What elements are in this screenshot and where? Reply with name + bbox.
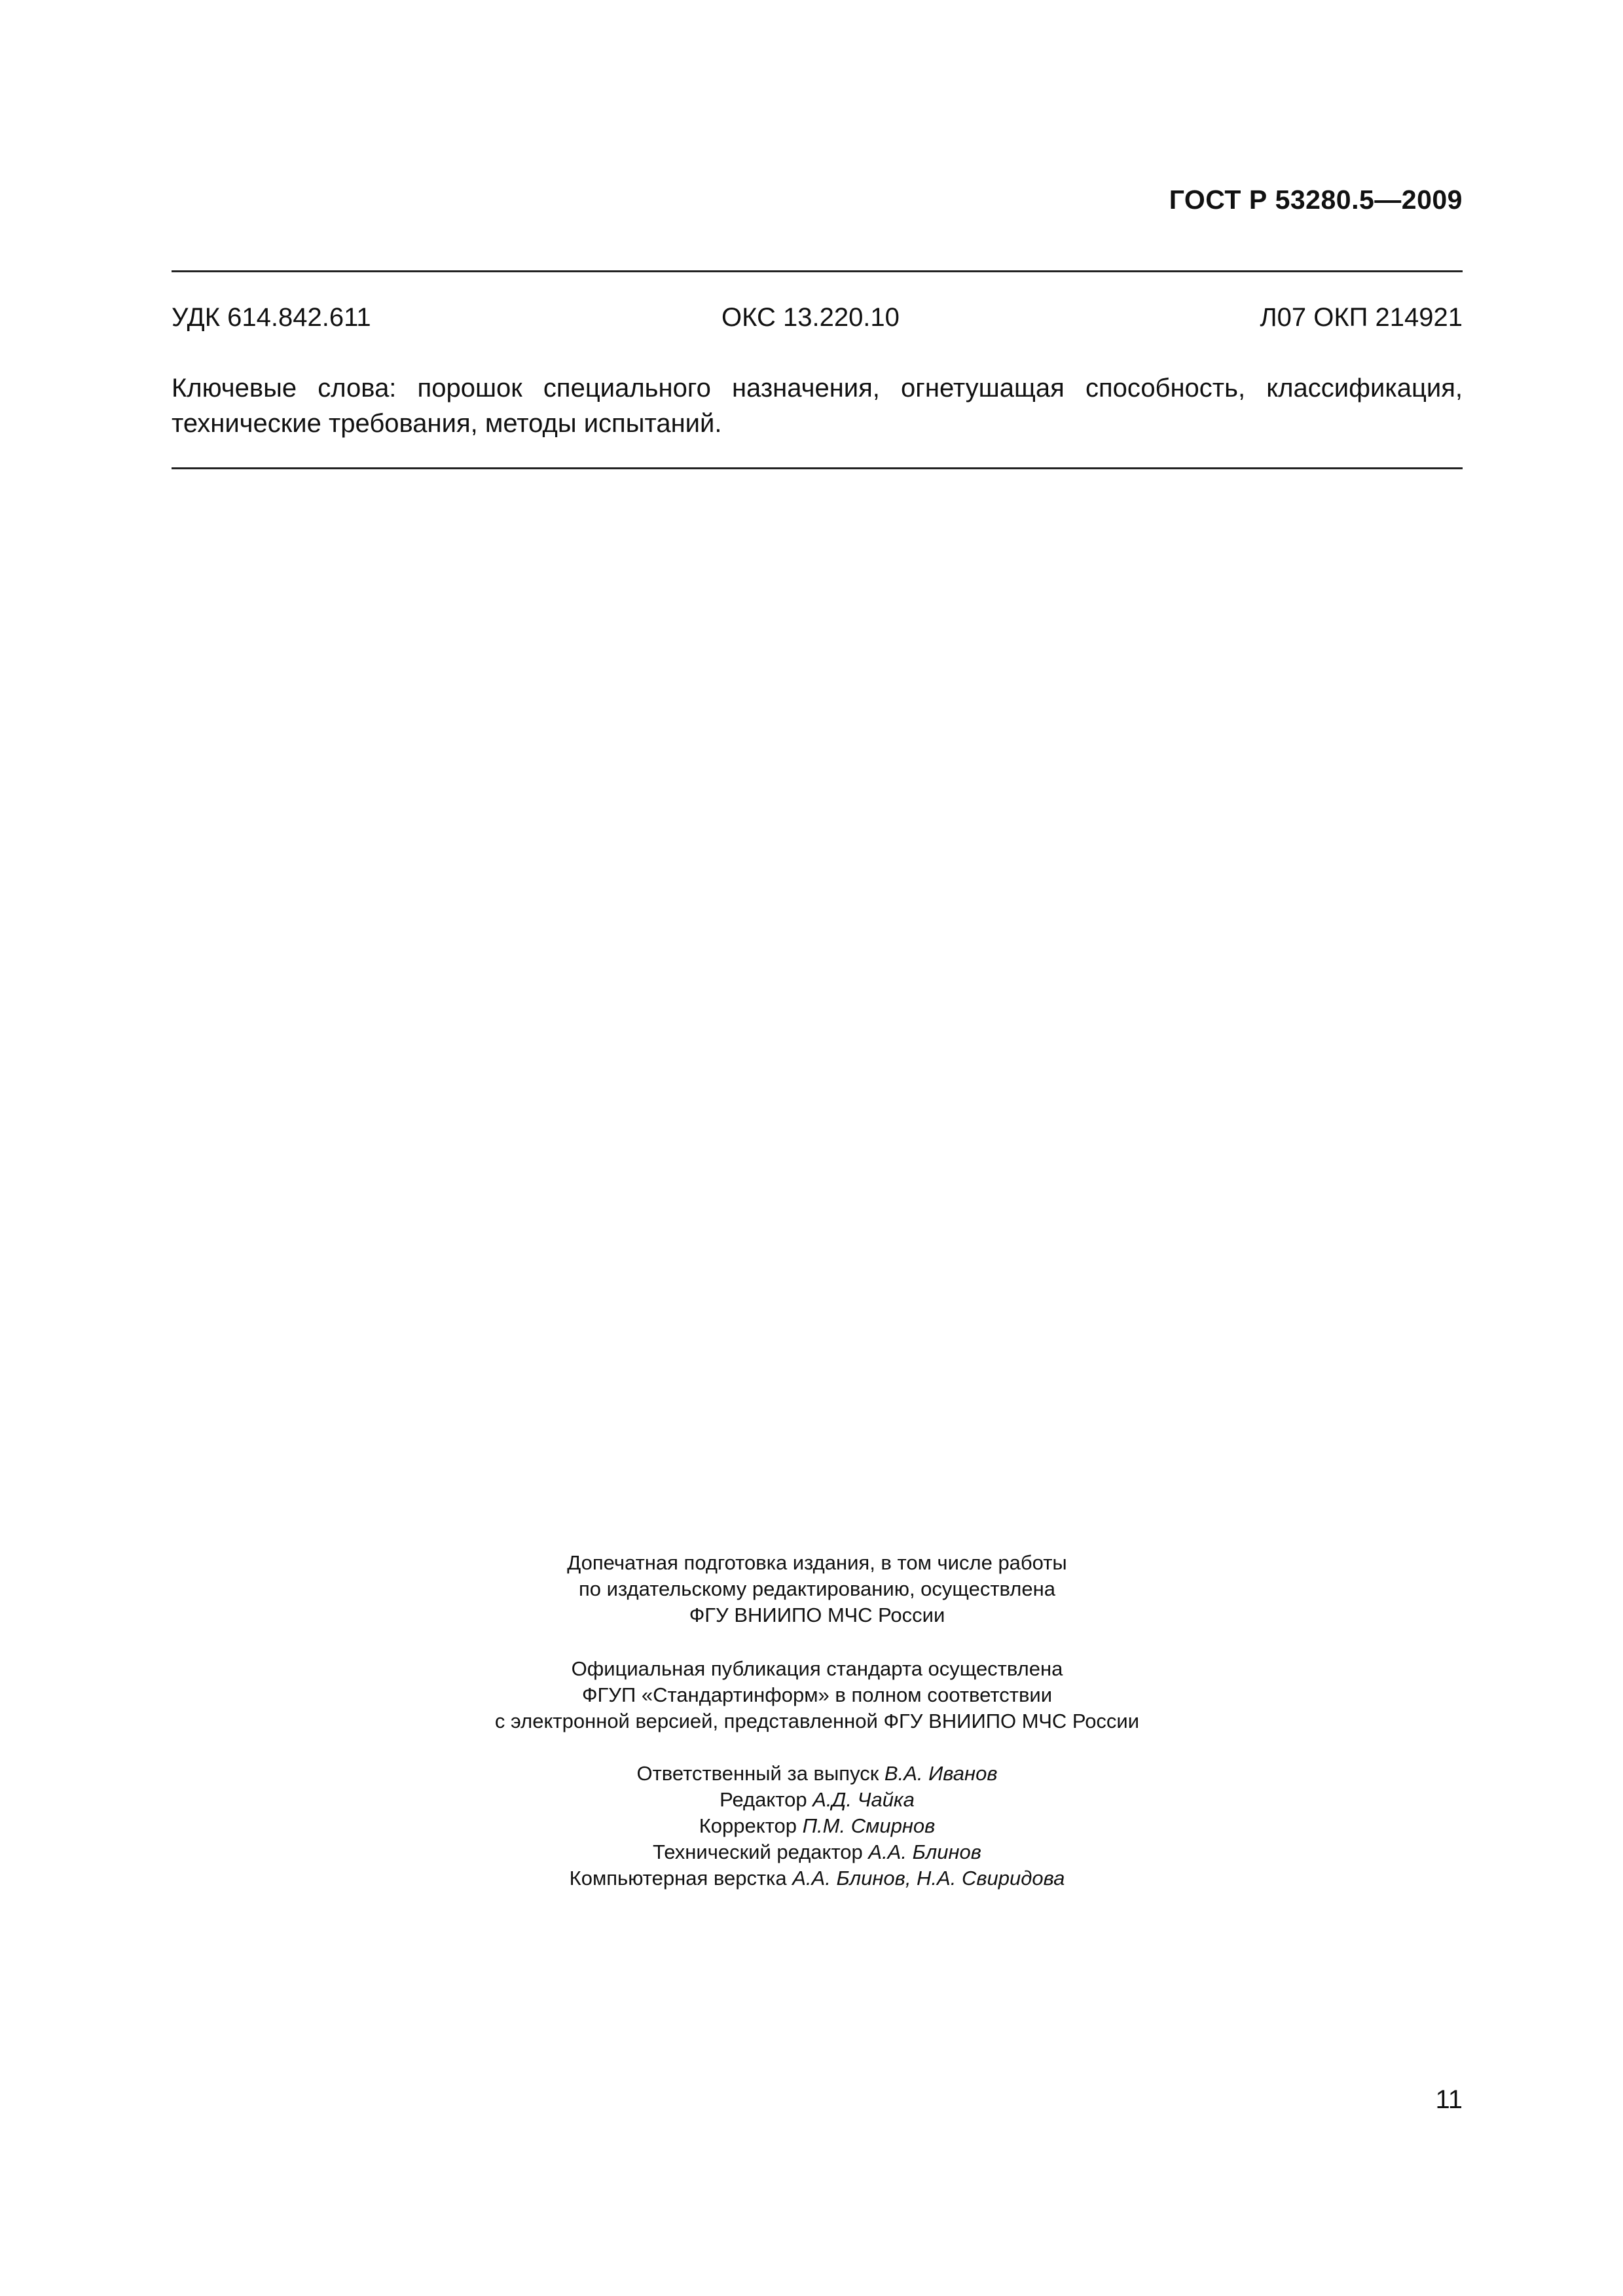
credit-name: В.А. Иванов <box>884 1762 998 1785</box>
okp-code: Л07 ОКП 214921 <box>1260 303 1463 332</box>
credit-name: П.М. Смирнов <box>802 1814 936 1837</box>
credit-role: Компьютерная верстка <box>569 1867 793 1890</box>
credit-role: Корректор <box>699 1814 803 1837</box>
publication-imprint <box>172 1656 1463 1734</box>
credit-role: Ответственный за выпуск <box>636 1762 884 1785</box>
page-number: 11 <box>1435 2085 1463 2114</box>
imprint-line: Допечатная подготовка издания, в том числе работы <box>567 1551 1067 1574</box>
imprint-line: Официальная публикация стандарта осуществлена <box>571 1657 1063 1680</box>
credit-name: А.А. Блинов <box>868 1840 981 1863</box>
credit-line <box>172 1787 1463 1813</box>
credit-line <box>172 1839 1463 1865</box>
prepress-imprint <box>172 1550 1463 1628</box>
keywords-line: Ключевые слова: порошок специального назначения, огнетушащая способность, классификация, <box>172 374 1463 403</box>
credit-line <box>172 1761 1463 1787</box>
credit-name: А.Д. Чайка <box>812 1788 915 1811</box>
credit-role: Технический редактор <box>653 1840 869 1863</box>
document-code: ГОСТ Р 53280.5—2009 <box>1169 185 1463 215</box>
keywords-line: технические требования, методы испытаний. <box>172 409 722 438</box>
bottom-divider <box>172 467 1463 469</box>
credits-imprint <box>172 1761 1463 1892</box>
imprint-line: ФГУ ВНИИПО МЧС России <box>689 1604 945 1626</box>
imprint-line: с электронной версией, представленной ФГУ ВНИИПО МЧС России <box>494 1710 1140 1732</box>
classification-row <box>172 303 1463 340</box>
credit-name: А.А. Блинов, Н.А. Свиридова <box>792 1867 1065 1890</box>
keywords-block <box>172 370 1463 441</box>
credit-line <box>172 1813 1463 1839</box>
credit-role: Редактор <box>720 1788 813 1811</box>
oks-code: ОКС 13.220.10 <box>721 303 900 332</box>
udk-code: УДК 614.842.611 <box>172 303 371 332</box>
top-divider <box>172 270 1463 272</box>
credit-line <box>172 1865 1463 1892</box>
imprint-line: ФГУП «Стандартинформ» в полном соответствии <box>581 1683 1053 1706</box>
imprint-line: по издательскому редактированию, осуществлена <box>579 1577 1055 1600</box>
